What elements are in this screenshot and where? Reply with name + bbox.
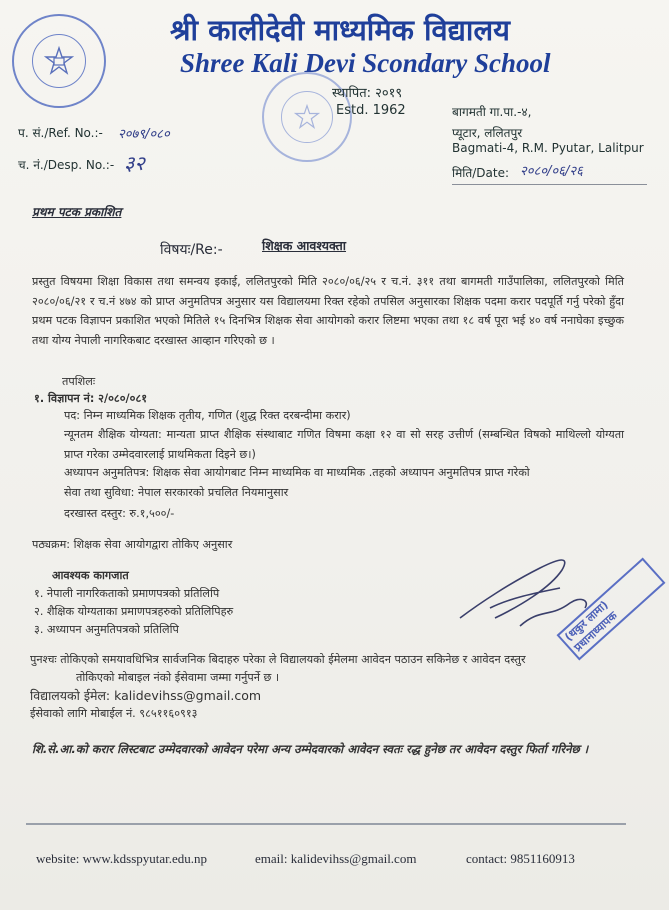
license-line: अध्यापन अनुमतिपत्र: शिक्षक सेवा आयोगबाट निम्न माध्यमिक वा माध्यमिक .तहको अध्यापन अनुमतिपत्र प्राप्त गरेको: [64, 466, 530, 479]
stamp-emblem-icon: [294, 104, 320, 130]
date-label: मिति/Date:: [452, 166, 509, 180]
school-name-english: Shree Kali Devi Scondary School: [180, 48, 551, 78]
footer-divider: [26, 823, 626, 825]
footer-email: email: kalidevihss@gmail.com: [255, 851, 417, 866]
curriculum-line: पठ्यक्रम: शिक्षक सेवा आयोगद्वारा तोकिए अनुसार: [32, 538, 233, 551]
details-label: तपशिलः: [62, 375, 96, 388]
doc-item-3: ३. अध्यापन अनुमतिपत्रको प्रतिलिपि: [34, 623, 179, 636]
address-line-1: बागमती गा.पा.-४,: [452, 105, 532, 119]
footer-website: website: www.kdsspyutar.edu.np: [36, 851, 208, 866]
ref-no-label: प. सं./Ref. No.:-: [18, 126, 103, 140]
stamp-inner-ring: [281, 91, 333, 143]
address-english: Bagmati-4, R.M. Pyutar, Lalitpur: [452, 141, 644, 155]
post-line: पद: निम्न माध्यमिक शिक्षक तृतीय, गणित (शुद्ध रिक्त दरबन्दीमा करार): [64, 409, 351, 422]
doc-item-1: १. नेपाली नागरिकताको प्रमाणपत्रको प्रतिलिपि: [34, 587, 220, 600]
esewa-mobile-line: ईसेवाको लागि मोबाईल नं. ९८५११६०९१३: [30, 707, 198, 720]
subject-label: विषयः/Re:-: [160, 242, 223, 258]
doc-item-2: २. शैक्षिक योग्यताका प्रमाणपत्रहरुको प्रतिलिपिहरु: [34, 605, 234, 618]
facilities-line: सेवा तथा सुविधा: नेपाल सरकारको प्रचलित नियमानुसार: [64, 486, 289, 499]
principal-stamp: (थकुर लामा) प्रधानाध्यापक: [557, 558, 666, 661]
footer-contact: contact: 9851160913: [466, 851, 575, 866]
edition-label: प्रथम पटक प्रकाशित: [32, 205, 122, 219]
desp-no-label: च. नं./Desp. No.:-: [18, 158, 115, 172]
date-value: २०८०/०६/२६: [520, 164, 583, 179]
estd-english: Estd. 1962: [336, 103, 406, 118]
ps-line-2: तोकिएको मोबाइल नंको ईसेवामा जम्मा गर्नुपर्ने छ ।: [76, 671, 280, 684]
school-name-nepali: श्री कालीदेवी माध्यमिक विद्यालय: [170, 13, 510, 47]
estd-nepali: स्थापित: २०१९: [332, 86, 403, 101]
intro-paragraph: प्रस्तुत विषयमा शिक्षा विकास तथा समन्वय इकाई, ललितपुरको मिति २०८०/०६/२५ र च.नं. ३११ तथा बागमती गाउँपालिका, ललितपुरको मिति २०८०/०६/२१ र च.नं ४७४ को प्राप्त अनुमतिपत्र अनुसार यस विद्यालयमा रिक्त रहेको तपसिल अनुसारका शिक्षक पदमा करार पदपूर्ति गर्नु परेको हुँदा प्रथम पटक विज्ञापन प्रकाशित भएको मितिले १५ दिनभित्र शिक्षक सेवा आयोगको करार लिष्टमा भएका तथा १८ वर्ष पूरा भई ४० वर्ष ननाघेका इच्छुक तथा योग्य नेपाली नागरिकबाट दरखास्त आव्हान गरिएको छ ।: [32, 275, 624, 347]
footer-note: शि.से.आ.को करार लिस्टबाट उम्मेदवारको आवेदन परेमा अन्य उम्मेदवारको आवेदन स्वतः रद्ध हुनेछ तर आवेदन दस्तुर फिर्ता गरिनेछ ।: [32, 742, 589, 756]
school-email-line: विद्यालयको ईमेल: kalidevihss@gmail.com: [30, 688, 262, 703]
docs-title: आवश्यक कागजात: [52, 569, 129, 582]
ad-number: १. विज्ञापन नं: २/०८०/०८१: [34, 392, 148, 405]
ps-line-1: पुनश्चः तोकिएको समयावधिभित्र सार्वजनिक बिदाहरु परेका ले विद्यालयको ईमेलमा आवेदन पठाउन सकिनेछ र आवेदन दस्तुर: [30, 653, 526, 666]
qualification-text: न्यूनतम शैक्षिक योग्यता: मान्यता प्राप्त शैक्षिक संस्थाबाट गणित विषमा कक्षा १२ वा सो सरह उत्तीर्ण (सम्बन्धित विषको माथिल्लो योग्यता प्राप्त गरेका उम्मेदवारलाई प्राथमिकता दिइने छ।): [64, 428, 624, 461]
subject-title: शिक्षक आवश्यक्ता: [262, 238, 347, 253]
desp-no-value: ३२: [124, 151, 145, 175]
ref-no-value: २०७९/०८०: [118, 127, 170, 142]
logo-inner-ring: [32, 34, 86, 88]
header-divider: [452, 184, 647, 185]
address-line-2: प्यूटार, ललितपुर: [452, 126, 523, 140]
book-star-icon: [44, 46, 74, 76]
school-logo: [12, 14, 106, 108]
fee-line: दरखास्त दस्तुर: रु.१,५००/-: [64, 507, 175, 520]
